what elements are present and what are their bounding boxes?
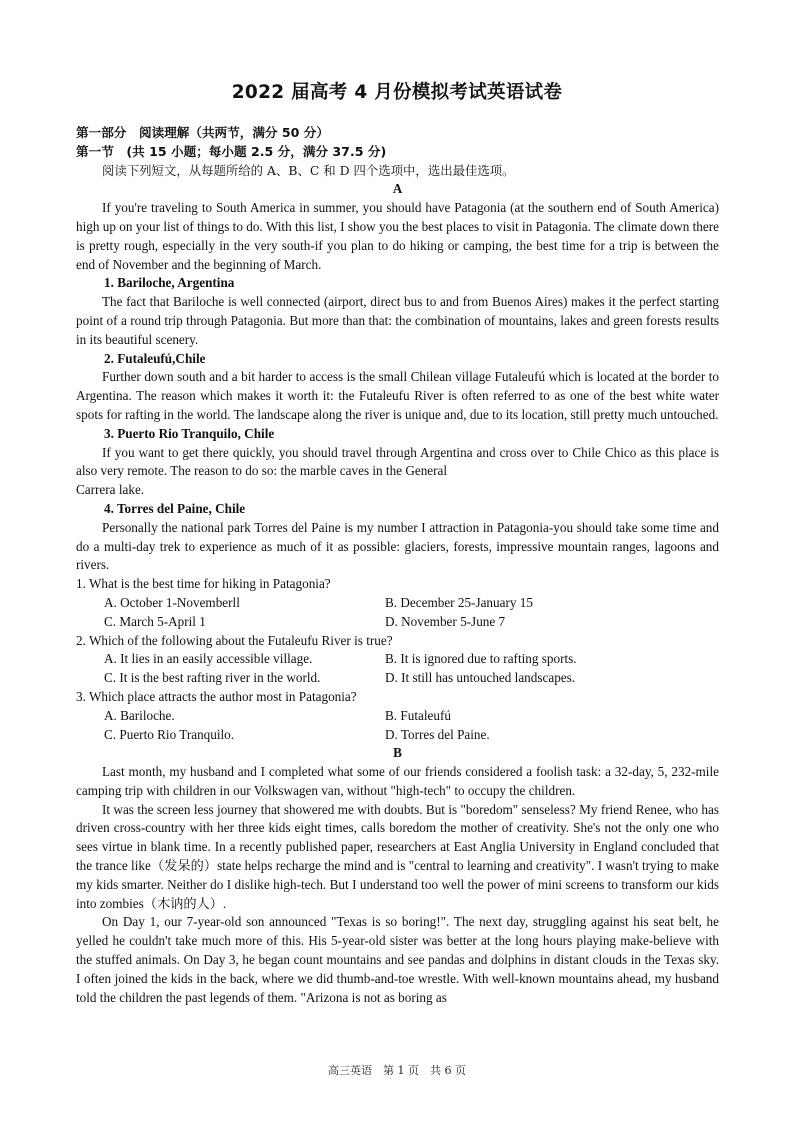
option-c: C. Puerto Rio Tranquilo. xyxy=(104,726,235,742)
place-paragraph-2: Further down south and a bit harder to access is the small Chilean village Futaleufú which is located at the border to Argentina. The reason which makes it worth it: the Futaleufu River is often referred to as one of the best white water spots for rafting in the world. The landscape along the river is unique and, due to its location, still pretty much untouched. xyxy=(76,369,719,422)
question-stem: 1. What is the best time for hiking in Patagonia? xyxy=(76,576,331,592)
option-d: D. It still has untouched landscapes. xyxy=(385,670,576,686)
question-2 xyxy=(76,632,719,688)
passage-b-paragraph-3: On Day 1, our 7-year-old son announced "Texas is so boring!". The next day, struggling against his seat belt, he yelled he couldn't take much more of this. His 5-year-old sister was better at the long hours playing make-believe with the stuffed animals. On Day 3, he began count mountains and see pandas and dolphins in distant clouds in the Texas sky. I often joined the kids in the back, where we did thumb-and-toe wrestle. With well-known mountains ahead, my husband told the children the past legends of them. "Arizona is not as boring as xyxy=(76,914,719,1005)
option-a: A. It lies in an easily accessible village. xyxy=(104,651,313,667)
option-d: D. November 5-June 7 xyxy=(385,613,506,629)
question-3 xyxy=(76,688,719,744)
section-header: 第一节 (共 15 小题；每小题 2.5 分，满分 37.5 分) xyxy=(76,143,387,159)
option-a: A. Bariloche. xyxy=(104,707,175,723)
option-b: B. December 25-January 15 xyxy=(385,594,533,610)
passage-a-intro: If you're traveling to South America in summer, you should have Patagonia (at the southern end of South America) high up on your list of things to do. With this list, I show you the best places to visit in Patagonia. The climate down there is pretty rough, especially in the very south-if you plan to do hiking or camping, the best time for a trip is between the end of November and the beginning of March. xyxy=(76,200,719,272)
option-d: D. Torres del Paine. xyxy=(385,726,490,742)
place-heading-1: 1. Bariloche, Argentina xyxy=(104,275,235,291)
option-a: A. October 1-Novemberll xyxy=(104,594,240,610)
part-header: 第一部分 阅读理解（共两节，满分 50 分） xyxy=(76,125,329,140)
place-paragraph-3-continued: Carrera lake. xyxy=(76,482,145,498)
passage-b-paragraph-1: Last month, my husband and I completed what some of our friends considered a foolish task: a 32-day, 5, 232-mile camping trip with children in our Volkswagen van, without "high-tech" to occupy the children. xyxy=(76,764,719,798)
exam-title: 2022 届高考 4 月份模拟考试英语试卷 xyxy=(231,82,563,103)
passage-a-label: A xyxy=(392,181,403,197)
question-stem: 3. Which place attracts the author most in Patagonia? xyxy=(76,688,357,704)
place-heading-3: 3. Puerto Rio Tranquilo, Chile xyxy=(104,425,275,441)
option-b: B. It is ignored due to rafting sports. xyxy=(385,651,577,667)
place-heading-2: 2. Futaleufú,Chile xyxy=(104,350,206,366)
option-c: C. March 5-April 1 xyxy=(104,613,206,629)
option-b: B. Futaleufú xyxy=(385,707,451,723)
place-heading-4: 4. Torres del Paine, Chile xyxy=(104,500,246,516)
exam-content xyxy=(76,124,719,1007)
place-paragraph-4: Personally the national park Torres del Paine is my number I attraction in Patagonia-you should take some time and do a multi-day trek to experience as much of it as possible: glaciers, forests, impressive mountain ranges, lagoons and rivers. xyxy=(76,519,719,573)
place-paragraph-3: If you want to get there quickly, you should travel through Argentina and cross over to Chile Chico as this place is also very remote. The reason to do so: the marble caves in the General xyxy=(76,444,719,479)
passage-b-paragraph-2: It was the screen less journey that showered me with doubts. But is "boredom" senseless? My friend Renee, who has driven cross-country with her three kids eight times, calls boredom the mother of creativity. She's not the only one who sees virtue in blank time. In a recently published paper, researchers at East Anglia University in England concluded that the trance like（发呆的）state helps recharge the mind and is "central to learning and creativity". I wasn't trying to make my kids smarter. Neither do I dislike high-tech. But I understand too well the power of mini screens to transform our kids into zombies（木讷的人）. xyxy=(76,801,719,911)
instruction: 阅读下列短文，从每题所给的 A、B、C 和 D 四个选项中，选出最佳选项。 xyxy=(102,162,515,178)
question-1 xyxy=(76,575,719,631)
place-paragraph-1: The fact that Bariloche is well connected (airport, direct bus to and from Buenos Aires) makes it the perfect starting point of a round trip through Patagonia. But more than that: the combination of mountains, lakes and green forests results in its beautiful scenery. xyxy=(76,294,719,347)
page-footer: 高三英语 第 1 页 共 6 页 xyxy=(328,1064,466,1077)
option-c: C. It is the best rafting river in the world. xyxy=(104,670,321,686)
question-stem: 2. Which of the following about the Futaleufu River is true? xyxy=(76,632,393,648)
passage-b-label: B xyxy=(393,745,402,761)
